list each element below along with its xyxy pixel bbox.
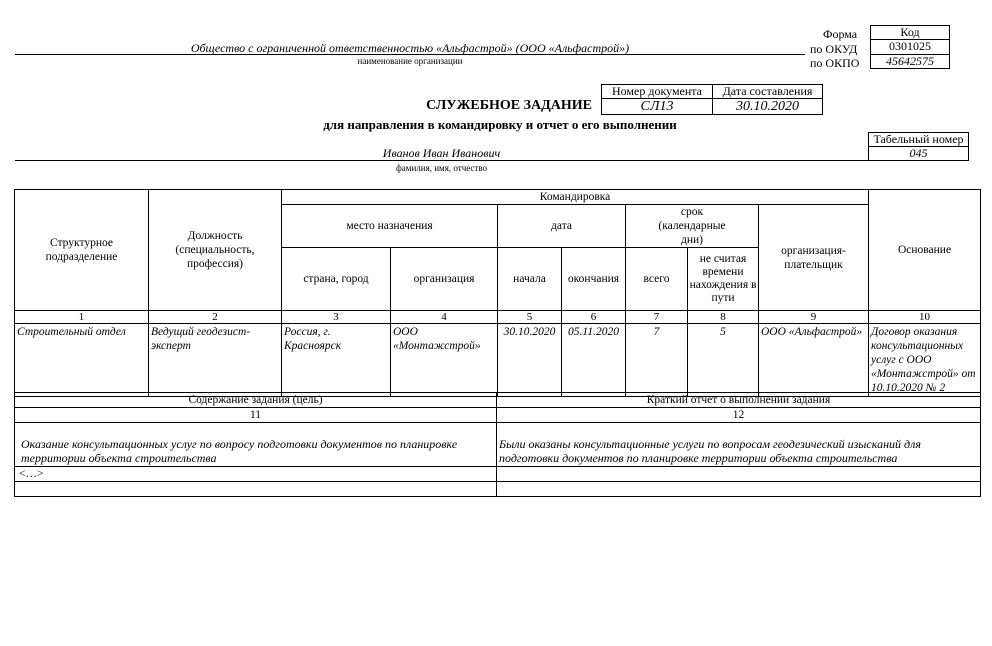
tab-number-label: Табельный номер xyxy=(868,132,969,147)
main-table xyxy=(14,189,981,397)
h-end: окончания xyxy=(562,248,626,311)
h-org: организация xyxy=(391,248,498,311)
h-date: дата xyxy=(498,205,626,248)
cell-total: 7 xyxy=(626,324,688,397)
col-number: 7 xyxy=(626,311,688,324)
okpo-label: по ОКПО xyxy=(810,56,860,70)
okud-value: 0301025 xyxy=(870,39,950,55)
page-title: СЛУЖЕБНОЕ ЗАДАНИЕ xyxy=(426,98,592,113)
col-number: 6 xyxy=(562,311,626,324)
organization-caption: наименование организации xyxy=(357,56,463,66)
h-term: срок (календарные дни) xyxy=(626,205,759,248)
task-empty-cell xyxy=(497,467,981,482)
cell-org: ООО «Монтажстрой» xyxy=(391,324,498,397)
col-number: 2 xyxy=(149,311,282,324)
employee-caption: фамилия, имя, отчество xyxy=(395,163,488,173)
doc-date-label: Дата составления xyxy=(712,84,823,99)
task-empty-cell xyxy=(15,482,497,497)
cell-city: Россия, г. Красноярск xyxy=(282,324,391,397)
col-number: 10 xyxy=(869,311,981,324)
tab-number: 045 xyxy=(868,146,969,161)
h-task-report: Краткий отчет о выполнении задания xyxy=(497,393,981,408)
task-content: Оказание консультационных услуг по вопросу подготовки документов по планировке территории объекта строительства xyxy=(15,423,497,467)
h-total: всего xyxy=(626,248,688,311)
h-payer: организация-плательщик xyxy=(759,205,869,311)
form-label: Форма xyxy=(823,27,858,41)
cell-payer: ООО «Альфастрой» xyxy=(759,324,869,397)
organization-underline xyxy=(15,54,805,55)
h-task-content: Содержание задания (цель) xyxy=(15,393,497,408)
col-number: 5 xyxy=(498,311,562,324)
h-destination: место назначения xyxy=(282,205,498,248)
col-number: 8 xyxy=(688,311,759,324)
doc-date: 30.10.2020 xyxy=(712,98,823,115)
h-start: начала xyxy=(498,248,562,311)
col-number: 9 xyxy=(759,311,869,324)
col-number: 11 xyxy=(15,408,497,423)
task-empty-cell xyxy=(497,482,981,497)
doc-number-label: Номер документа xyxy=(601,84,713,99)
h-department: Структурное подразделение xyxy=(15,190,149,311)
col-number: 3 xyxy=(282,311,391,324)
cell-no-travel: 5 xyxy=(688,324,759,397)
task-report: Были оказаны консультационные услуги по вопросам геодезический изысканий для подготовки документов по планировке территории объекта строительства xyxy=(497,423,981,467)
code-header-cell: Код xyxy=(870,25,950,40)
employee-underline xyxy=(15,160,868,161)
cell-basis: Договор оказания консультационных услуг с ООО «Монтажстрой» от 10.10.2020 № 2 xyxy=(869,324,981,397)
doc-number: СЛ13 xyxy=(601,98,713,115)
cell-end: 05.11.2020 xyxy=(562,324,626,397)
employee-name: Иванов Иван Иванович xyxy=(382,146,501,160)
h-country: страна, город xyxy=(282,248,391,311)
organization-name: Общество с ограниченной ответственностью «Альфастрой» (ООО «Альфастрой») xyxy=(190,41,630,55)
h-position: Должность (специальность, профессия) xyxy=(149,190,282,311)
cell-department: Строительный отдел xyxy=(15,324,149,397)
task-table xyxy=(14,392,981,497)
h-trip: Командировка xyxy=(282,190,869,205)
task-ellipsis: <…> xyxy=(15,467,497,482)
col-number: 1 xyxy=(15,311,149,324)
col-number: 4 xyxy=(391,311,498,324)
okpo-value: 45642575 xyxy=(870,54,950,69)
h-no-travel: не считая времени нахождения в пути xyxy=(688,248,759,311)
h-basis: Основание xyxy=(869,190,981,311)
col-number: 12 xyxy=(497,408,981,423)
cell-start: 30.10.2020 xyxy=(498,324,562,397)
cell-position: Ведущий геодезист-эксперт xyxy=(149,324,282,397)
page-subtitle: для направления в командировку и отчет о его выполнении xyxy=(323,117,677,132)
okud-label: по ОКУД xyxy=(810,42,858,56)
